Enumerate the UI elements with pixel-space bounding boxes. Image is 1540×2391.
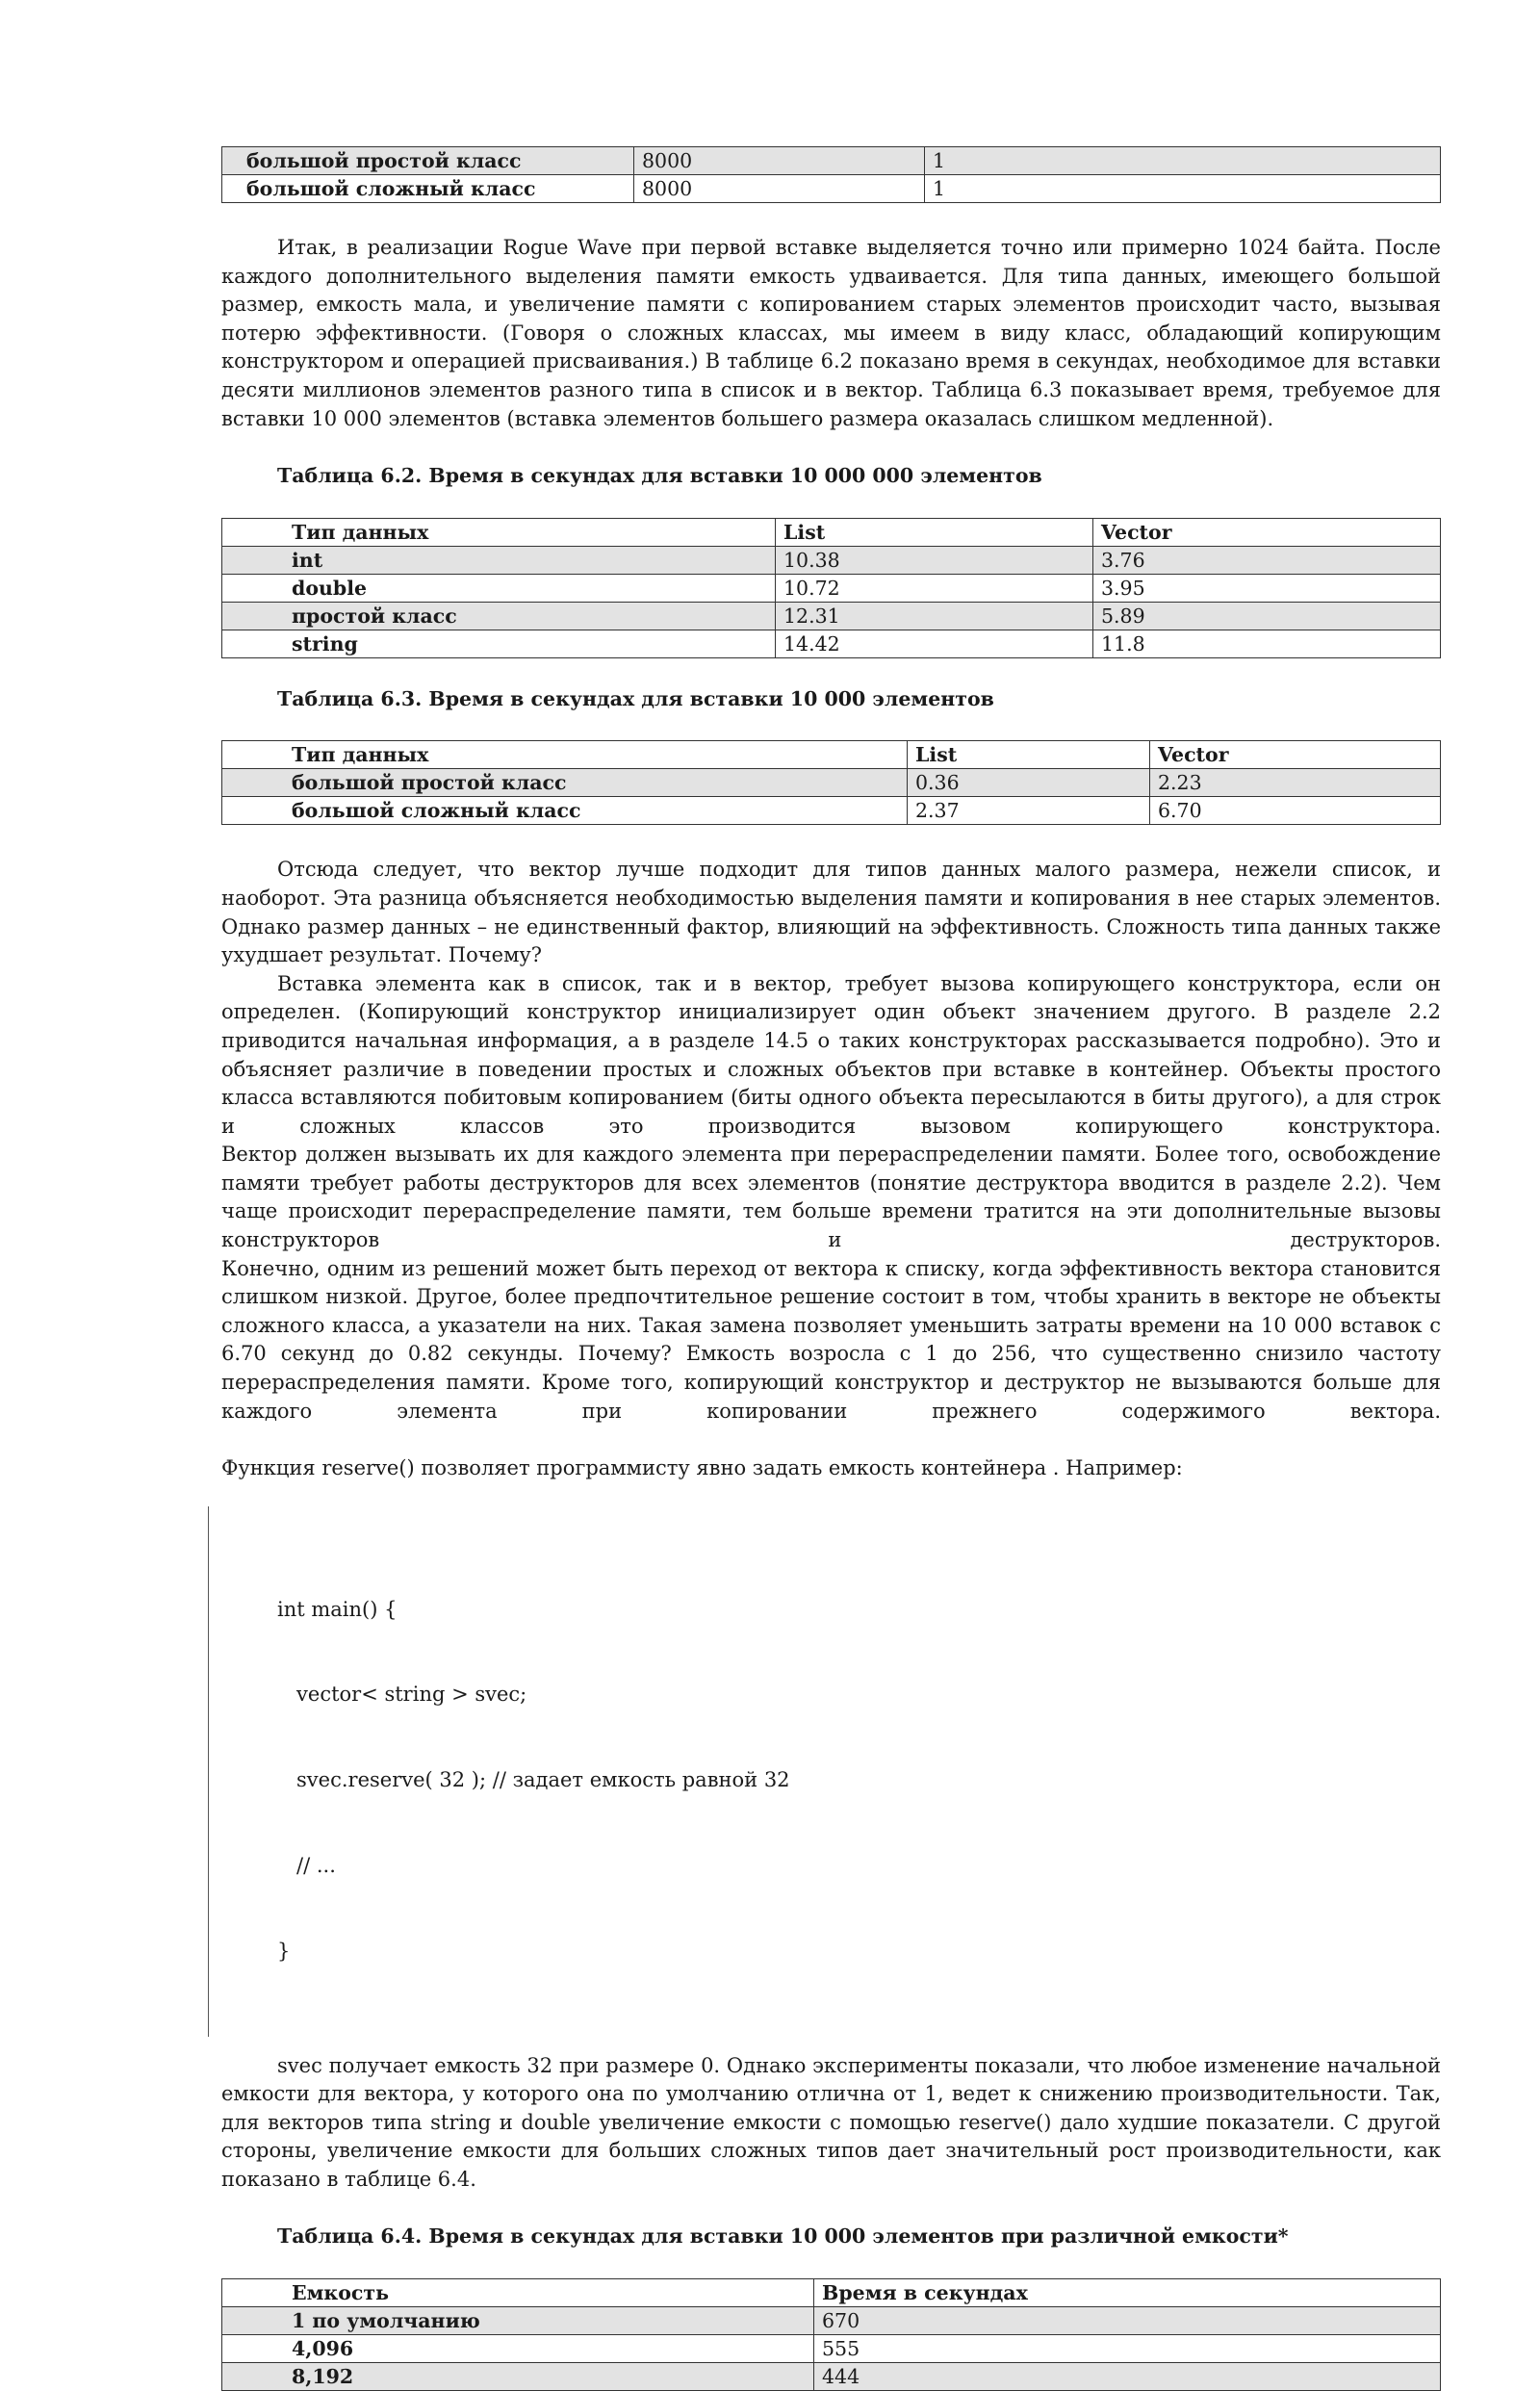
code-line: } <box>277 1939 291 1963</box>
table-cell: большой простой класс <box>222 769 908 797</box>
table-cell: 14.42 <box>776 630 1093 657</box>
table-cell: 10.38 <box>776 546 1093 574</box>
table-cell: int <box>222 546 776 574</box>
table-cell: string <box>222 630 776 657</box>
table-row <box>222 2363 1441 2391</box>
table-cell: большой простой класс <box>222 147 634 175</box>
column-header: List <box>776 518 1093 546</box>
table-row <box>222 546 1441 574</box>
column-header: Vector <box>1150 741 1441 769</box>
table-cell: 670 <box>814 2307 1441 2335</box>
table-row <box>222 147 1441 175</box>
table-cell: 0.36 <box>908 769 1150 797</box>
code-line: // ... <box>277 1853 336 1877</box>
table-6-1-continuation <box>221 146 1441 203</box>
column-header: Емкость <box>222 2279 814 2307</box>
table-cell: 4,096 <box>222 2335 814 2363</box>
table-cell: 8,192 <box>222 2363 814 2391</box>
table-cell: 1 <box>925 175 1441 203</box>
table-header-row <box>222 2279 1441 2307</box>
table-caption: Таблица 6.3. Время в секундах для вставки 10 000 элементов <box>277 686 994 710</box>
table-cell: 3.76 <box>1093 546 1441 574</box>
table-row <box>222 602 1441 630</box>
paragraph: Итак, в реализации Rogue Wave при первой вставке выделяется точно или примерно 1024 байта. После каждого дополнительного выделения памяти емкость удваивается. Для типа данных, имеющего большой размер, емкость мала, и увеличение памяти с копированием старых элементов происходит часто, вызывая потерю эффективности. (Говоря о сложных классах, мы имеем в виду класс, обладающий копирующим конструктором и операцией присваивания.) В таблице 6.2 показано время в секундах, необходимое для вставки десяти миллионов элементов разного типа в список и в вектор. Таблица 6.3 показывает время, требуемое для вставки 10 000 элементов (вставка элементов большего размера оказалась слишком медленной). <box>221 236 1441 430</box>
paragraph: Конечно, одним из решений может быть переход от вектора к списку, когда эффективность вектора становится слишком низкой. Другое, более предпочтительное решение состоит в том, чтобы хранить в векторе не объекты сложного класса, а указатели на них. Такая замена позволяет уменьшить затраты времени на 10 000 вставок с 6.70 секунд до 0.82 секунды. Почему? Емкость возросла с 1 до 256, что существенно снизило частоту перераспределения памяти. Кроме того, копирующий конструктор и деструктор не вызываются больше для каждого элемента при копировании прежнего содержимого вектора. <box>221 1256 1441 1423</box>
table-cell: 444 <box>814 2363 1441 2391</box>
column-header: Время в секундах <box>814 2279 1441 2307</box>
table-header-row <box>222 518 1441 546</box>
code-line: vector< string > svec; <box>277 1683 527 1707</box>
column-header: Тип данных <box>222 741 908 769</box>
paragraph: svec получает емкость 32 при размере 0. Однако эксперименты показали, что любое изменение начальной емкости для вектора, у которого она по умолчанию отлична от 1, ведет к снижению производительности. Так, для векторов типа string и double увеличение емкости с помощью reserve() дало худшие показатели. С другой стороны, увеличение емкости для больших сложных типов дает значительный рост производительности, как показано в таблице 6.4. <box>221 2053 1441 2191</box>
paragraph: Отсюда следует, что вектор лучше подходит для типов данных малого размера, нежели список, и наоборот. Эта разница объясняется необходимостью выделения памяти и копирования в нее старых элементов. Однако размер данных – не единственный фактор, влияющий на эффективность. Сложность типа данных также ухудшает результат. Почему? <box>221 858 1441 967</box>
table-header-row <box>222 741 1441 769</box>
table-cell: 1 <box>925 147 1441 175</box>
paragraph: Вектор должен вызывать их для каждого элемента при перераспределении памяти. Более того, освобождение памяти требует работы деструкторов для всех элементов (понятие деструктора вводится в разделе 2.2). Чем чаще происходит перераспределение памяти, тем больше времени тратится на эти дополнительные вызовы конструкторов и деструкторов. <box>221 1143 1441 1252</box>
table-cell: double <box>222 574 776 602</box>
table-row <box>222 574 1441 602</box>
column-header: Vector <box>1093 518 1441 546</box>
table-row <box>222 2335 1441 2363</box>
table-cell: 555 <box>814 2335 1441 2363</box>
column-header: List <box>908 741 1150 769</box>
table-row <box>222 797 1441 825</box>
table-cell: 11.8 <box>1093 630 1441 657</box>
column-header: Тип данных <box>222 518 776 546</box>
table-cell: 8000 <box>634 147 925 175</box>
paragraph: Функция reserve() позволяет программисту явно задать емкость контейнера . Например: <box>221 1456 1183 1480</box>
table-cell: большой сложный класс <box>222 175 634 203</box>
table-6-3 <box>221 740 1441 825</box>
paragraph: Вставка элемента как в список, так и в вектор, требует вызова копирующего конструктора, если он определен. (Копирующий конструктор инициализирует один объект значением другого. В разделе 2.2 приводится начальная информация, а в разделе 14.5 о таких конструкторах рассказывается подробно). Это и объясняет различие в поведении простых и сложных объектов при вставке в контейнер. Объекты простого класса вставляются побитовым копированием (биты одного объекта пересылаются в биты другого), а для строк и сложных классов это производится вызовом копирующего конструктора. <box>221 971 1441 1138</box>
table-cell: 2.23 <box>1150 769 1441 797</box>
code-line: svec.reserve( 32 ); // задает емкость равной 32 <box>277 1768 790 1792</box>
table-cell: простой класс <box>222 602 776 630</box>
table-cell: 12.31 <box>776 602 1093 630</box>
code-listing <box>277 1510 1441 2023</box>
table-cell: 2.37 <box>908 797 1150 825</box>
document-page <box>221 146 1441 2391</box>
table-cell: большой сложный класс <box>222 797 908 825</box>
table-6-4 <box>221 2278 1441 2391</box>
code-line: int main() { <box>277 1597 398 1621</box>
table-caption: Таблица 6.4. Время в секундах для вставки 10 000 элементов при различной емкости* <box>277 2224 1289 2249</box>
table-cell: 3.95 <box>1093 574 1441 602</box>
table-cell: 8000 <box>634 175 925 203</box>
table-cell: 1 по умолчанию <box>222 2307 814 2335</box>
table-caption: Таблица 6.2. Время в секундах для вставки 10 000 000 элементов <box>277 464 1042 488</box>
code-margin-bar <box>208 1506 209 2037</box>
table-row <box>222 2307 1441 2335</box>
table-cell: 5.89 <box>1093 602 1441 630</box>
table-row <box>222 175 1441 203</box>
table-6-2 <box>221 518 1441 658</box>
table-row <box>222 630 1441 657</box>
table-row <box>222 769 1441 797</box>
table-cell: 6.70 <box>1150 797 1441 825</box>
table-cell: 10.72 <box>776 574 1093 602</box>
